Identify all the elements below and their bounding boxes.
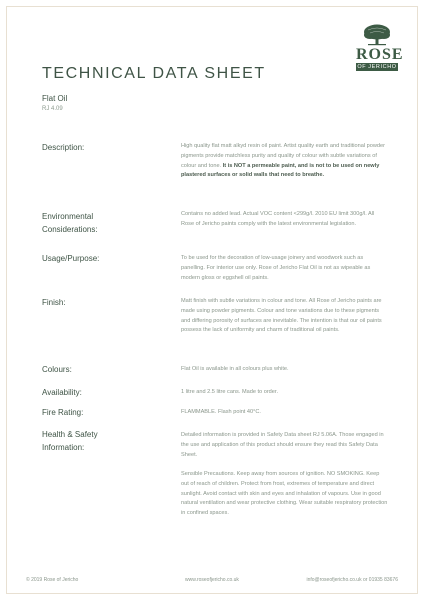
description-label: Description: — [42, 143, 85, 152]
environmental-text: Contains no added lead. Actual VOC content <299g/l. 2010 EU limit 300g/l. All Rose of Jericho paints comply with the latest environmental legislation. — [181, 211, 375, 227]
environmental-label — [42, 210, 98, 236]
environmental-label-line1: Environmental — [42, 212, 94, 221]
health-safety-label — [42, 428, 98, 454]
health-safety-label-line1: Health & Safety — [42, 430, 98, 439]
page-title: TECHNICAL DATA SHEET — [42, 65, 266, 82]
fire-rating-label: Fire Rating: — [42, 408, 84, 417]
availability-text: 1 litre and 2.5 litre cans. Made to order. — [181, 389, 279, 395]
health-safety-text: Detailed information is provided in Safety Data sheet RJ 5.06A. Those engaged in the use and application of this product should ensure they read this Safety Data Sheet. — [181, 432, 384, 458]
finish-label: Finish: — [42, 298, 66, 307]
finish-text: Matt finish with subtle variations in colour and tone. All Rose of Jericho paints are made using powder pigments. Colour and tone variations due to these pigments and differing porosity of surfaces are inevitable. The intention is that our oil paints possess the lack of uniformity and charm of traditional oil paints. — [181, 298, 382, 334]
colours-label: Colours: — [42, 365, 72, 374]
description-text — [181, 142, 388, 181]
description-body: High quality flat matt alkyd resin oil paint. Artist quality earth and traditional powder pigments provide matchless purity and quality of colour with subtle variations of colour and tone. — [181, 143, 385, 169]
footer-contact[interactable]: info@roseofjericho.co.uk or 01935 83676 — [306, 577, 398, 583]
environmental-label-line2: Considerations: — [42, 225, 98, 234]
usage-text: To be used for the decoration of low-usage joinery and woodwork such as panelling. For interior use only. Rose of Jericho Flat Oil is not as wipeable as modern gloss or eggshell oil paints. — [181, 255, 371, 281]
footer-website[interactable]: www.roseofjericho.co.uk — [185, 577, 239, 583]
safety-precautions-text: Sensible Precautions. Keep away from sources of ignition. NO SMOKING. Keep out of reach of children. Protect from frost, extremes of temperature and direct sunlight. Avoid contact with skin and eyes and inhalation of vapours. Use in good natural ventilation and wear protective clothing. Wear suitable respiratory protection in confined spaces. — [181, 471, 388, 517]
tree-icon — [362, 24, 392, 46]
usage-label: Usage/Purpose: — [42, 254, 100, 263]
product-code: RJ 4.09 — [42, 106, 63, 112]
logo-wordmark: ROSE — [356, 46, 404, 63]
colours-text: Flat Oil is available in all colours plus white. — [181, 366, 289, 372]
fire-rating-text: FLAMMABLE. Flash point 40°C. — [181, 409, 261, 415]
description-warning: It is NOT a permeable paint, and is not to be used on newly plastered surfaces or solid walls that need to breathe. — [181, 162, 380, 179]
availability-label: Availability: — [42, 388, 82, 397]
logo-subtitle: OF JERICHO — [357, 64, 397, 70]
brand-logo — [356, 24, 404, 71]
product-name: Flat Oil — [42, 94, 68, 103]
footer-copyright: © 2019 Rose of Jericho — [26, 577, 79, 583]
health-safety-label-line2: Information: — [42, 443, 85, 452]
